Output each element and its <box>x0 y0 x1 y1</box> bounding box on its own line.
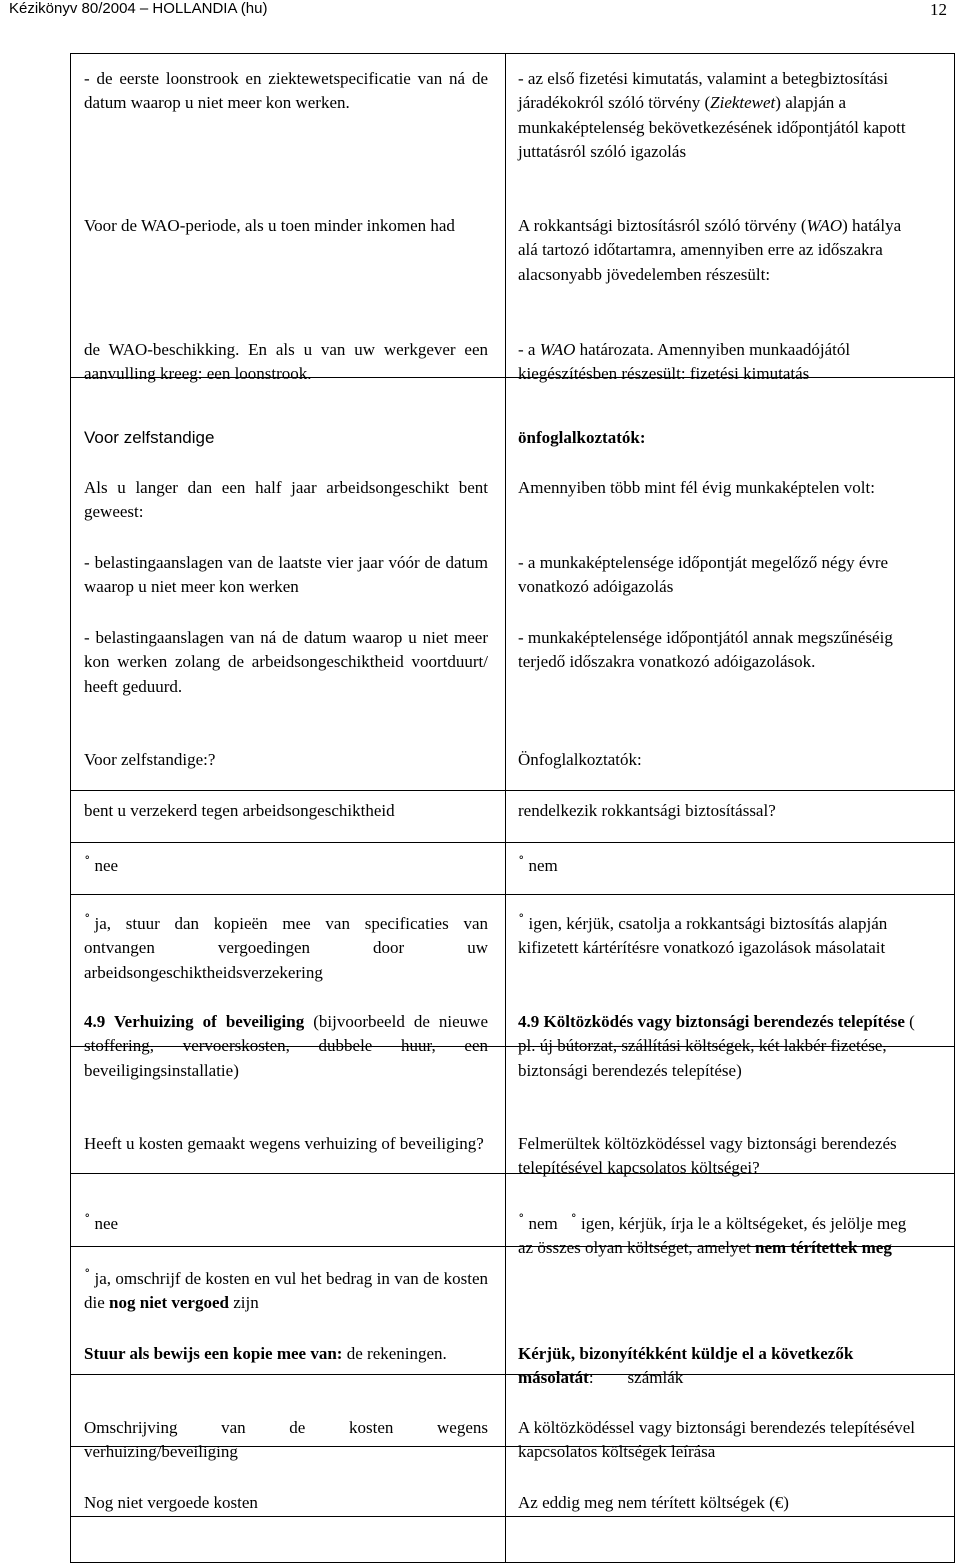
text: A rokkantsági biztosításról szóló törvény ( <box>518 216 807 235</box>
text-italic: WAO <box>806 216 843 235</box>
document-header: Kézikönyv 80/2004 – HOLLANDIA (hu) <box>9 0 268 17</box>
proof-rest: de rekeningen. <box>342 1344 447 1363</box>
nl-proof-instruction <box>84 1342 488 1366</box>
checkbox-icon[interactable]: ˚ <box>518 1214 525 1229</box>
checkbox-icon[interactable]: ˚ <box>84 856 91 871</box>
text: ) alapján a munkaképtelenség bekövetkezésének időpontjától kapott juttatásról szóló igazolás <box>518 93 906 162</box>
nl-wao-decision: de WAO-beschikking. En als u van uw werkgever een aanvulling kreeg: een loonstrook. <box>84 340 488 384</box>
hu-wao-period <box>518 214 922 287</box>
nl-first-payslip: - de eerste loonstrook en ziektewetspecificatie van ná de datum waarop u niet meer kon werken. <box>84 69 488 113</box>
nl-tax-assessments-after: - belastingaanslagen van ná de datum waarop u niet meer kon werken zolang de arbeidsongeschiktheid voortduurt/ heeft geduurd. <box>84 628 488 696</box>
option-label: igen, kérjük, csatolja a rokkantsági biztosítás alapján kifizetett kártérítésre vonatkozó igazolások másolatait <box>518 914 888 958</box>
checkbox-icon[interactable]: ˚ <box>518 856 525 871</box>
proof-bold: Stuur als bewijs een kopie mee van: <box>84 1344 343 1363</box>
section-description: (bijvoorbeeld de nieuwe stoffering, vervoerskosten, dubbele huur, een beveiligingsinstallatie) <box>84 1012 488 1080</box>
section-title: 4.9 Költözködés vagy biztonsági berendezés telepítése <box>518 1012 905 1031</box>
nl-cost-description-label: Omschrijving van de kosten wegens verhuizing/beveiliging <box>84 1418 488 1462</box>
hu-costs-question: Felmerültek költözködéssel vagy biztonsági berendezés telepítésével kapcsolatos költségei? <box>518 1134 897 1178</box>
nl-self-employed-question-label: Voor zelfstandige:? <box>84 750 216 769</box>
nl-wao-period: Voor de WAO-periode, als u toen minder inkomen had <box>84 216 455 235</box>
hu-cost-description-label: A költözködéssel vagy biztonsági berendezés telepítésével kapcsolatos költségek leírása <box>518 1418 916 1462</box>
hu-wao-decision <box>518 338 922 387</box>
nl-disabled-half-year: Als u langer dan een half jaar arbeidsongeschikt bent geweest: <box>84 478 488 522</box>
text: határozata. Amennyiben munkaadójától kiegészítésben részesült: fizetési kimutatás <box>518 340 851 384</box>
hu-section-4-9 <box>518 1010 922 1083</box>
hu-disabled-half-year: Amennyiben több mint fél évig munkaképtelen volt: <box>518 478 875 497</box>
page-number: 12 <box>930 0 947 19</box>
text-italic: Ziektewet <box>710 93 776 113</box>
nl-option-ja-1[interactable] <box>84 910 488 985</box>
option-label: ja, omschrijf de kosten en vul het bedrag in van de kosten die <box>84 1269 488 1313</box>
checkbox-icon[interactable]: ˚ <box>570 1214 578 1229</box>
hu-tax-assessments-before: - a munkaképtelensége időpontját megelőző négy évre vonatkozó adóigazolás <box>518 553 889 597</box>
checkbox-icon[interactable]: ˚ <box>518 914 525 929</box>
text: - a <box>518 340 540 359</box>
option-label-bold: nog niet vergoed <box>109 1293 229 1313</box>
text: ) hatálya alá tartozó időtartamra, amennyiben erre az időszakra alacsonyabb jövedelemben részesült: <box>518 216 902 284</box>
cell <box>506 1517 955 1563</box>
hu-first-payslip <box>518 67 922 165</box>
section-title: 4.9 Verhuizing of beveiliging <box>84 1012 305 1031</box>
option-label: nee <box>94 1214 119 1233</box>
nl-tax-assessments-before: - belastingaanslagen van de laatste vier jaar vóór de datum waarop u niet meer kon werken <box>84 553 488 597</box>
option-label-igen[interactable]: igen, kérjük, írja le a költségeket, és jelölje meg az összes olyan költséget, amelyet <box>518 1214 907 1258</box>
option-label: ja, stuur dan kopieën mee van specificaties van ontvangen vergoedingen door uw arbeidsongeschiktheidsverzekering <box>84 914 488 982</box>
hu-option-igen-1[interactable] <box>518 910 922 961</box>
hu-insured-question: rendelkezik rokkantsági biztosítással? <box>518 801 776 820</box>
proof-rest: : számlák <box>588 1368 684 1388</box>
option-label: nee <box>94 856 119 875</box>
hu-self-employed-heading: önfoglalkoztatók: <box>518 428 646 447</box>
option-label-nem[interactable]: nem <box>528 1214 558 1233</box>
nl-option-nee-2[interactable] <box>84 1210 488 1236</box>
hu-proof-instruction <box>518 1342 922 1391</box>
option-label-end: zijn <box>228 1293 259 1313</box>
checkbox-icon[interactable]: ˚ <box>84 914 91 929</box>
hu-self-employed-question-label: Önfoglalkoztatók: <box>518 750 642 769</box>
nl-costs-question: Heeft u kosten gemaakt wegens verhuizing of beveiliging? <box>84 1134 484 1153</box>
option-label-bold: nem térítettek meg <box>754 1238 892 1258</box>
nl-unpaid-costs-label: Nog niet vergoede kosten <box>84 1493 258 1512</box>
proof-bold: Kérjük, bizonyítékként küldje el a következők másolatát <box>518 1344 854 1388</box>
section-description: ( pl. új bútorzat, szállítási költségek, két lakbér fizetése, biztonsági berendezés telepítése) <box>518 1012 915 1080</box>
option-label: nem <box>528 856 558 875</box>
nl-section-4-9 <box>84 1010 488 1083</box>
text: - az első fizetési kimutatás, valamint a betegbiztosítási járadékokról szóló törvény ( <box>518 69 889 113</box>
nl-option-nee-1[interactable] <box>84 852 488 878</box>
nl-self-employed-heading: Voor zelfstandige <box>84 428 215 447</box>
checkbox-icon[interactable]: ˚ <box>84 1214 91 1229</box>
nl-option-ja-2[interactable] <box>84 1265 488 1316</box>
hu-tax-assessments-after: - munkaképtelensége időpontjától annak megszűnéséig terjedő időszakra vonatkozó adóigazolások. <box>518 628 893 672</box>
text-italic: WAO <box>539 340 576 359</box>
checkbox-icon[interactable]: ˚ <box>84 1269 91 1284</box>
hu-options-2 <box>518 1210 918 1261</box>
nl-insured-question: bent u verzekerd tegen arbeidsongeschiktheid <box>84 801 395 820</box>
hu-unpaid-costs-label: Az eddig meg nem térített költségek (€) <box>518 1493 789 1512</box>
hu-option-nem-1[interactable] <box>518 852 922 878</box>
cell <box>71 1517 506 1563</box>
